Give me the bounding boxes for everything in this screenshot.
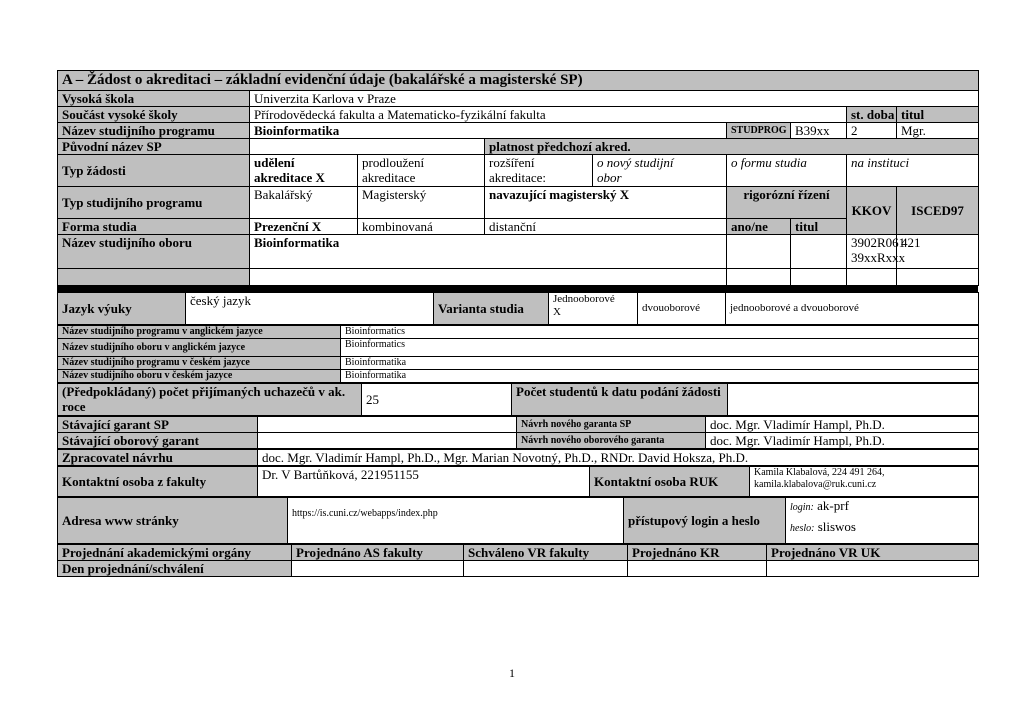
web-table	[57, 497, 979, 544]
label-nazev-programu: Název studijního programu	[58, 123, 250, 139]
option-novy-obor: o nový studijní obor	[593, 155, 727, 187]
value-den-kr	[628, 561, 767, 577]
option-udeleni: udělení akreditace X	[250, 155, 358, 187]
value-nazev-programu: Bioinformatika	[250, 123, 727, 139]
label-soucast: Součást vysoké školy	[58, 107, 250, 123]
blank-cell	[847, 269, 897, 286]
label-prog-cz: Název studijního programu v českém jazyce	[58, 357, 341, 370]
value-soucast: Přírodovědecká fakulta a Matematicko-fyzikální fakulta	[250, 107, 847, 123]
label-projednano-kr: Projednáno KR	[628, 545, 767, 561]
label-schvaleno-vr: Schváleno VR fakulty	[464, 545, 628, 561]
value-pocet-prijimanych: 25	[362, 384, 512, 416]
label-rigorozni-titul: titul	[791, 219, 847, 235]
form-title: A – Žádost o akreditaci – základní evidenční údaje (bakalářské a magisterské SP)	[58, 71, 979, 91]
label-varianta-studia: Varianta studia	[434, 293, 549, 325]
value-login-heslo	[786, 498, 979, 544]
label-obor-en: Název studijního oboru v anglickém jazyce	[58, 339, 341, 357]
option-bakalarsky: Bakalářský	[250, 187, 358, 219]
page-number: 1	[509, 666, 515, 680]
label-forma-studia: Forma studia	[58, 219, 250, 235]
counts-table	[57, 383, 979, 416]
value-stavajici-oborovy	[258, 433, 517, 449]
value-stavajici-garant-sp	[258, 417, 517, 433]
value-zpracovatel: doc. Mgr. Vladimír Hampl, Ph.D., Mgr. Marian Novotný, Ph.D., RNDr. David Hoksza, Ph.D.	[258, 450, 979, 466]
guarantor-table	[57, 416, 979, 449]
option-jedno-a-dvou: jednooborové a dvouoborové	[726, 293, 979, 325]
label-pocet-studentu: Počet studentů k datu podání žádosti	[512, 384, 728, 416]
heslo-label: heslo:	[790, 523, 815, 534]
option-magistersky: Magisterský	[358, 187, 485, 219]
author-table	[57, 449, 979, 466]
value-kkov: 3902R061 39xxRxxx	[847, 235, 897, 269]
label-den-projednani: Den projednání/schválení	[58, 561, 292, 577]
label-kkov: KKOV	[847, 187, 897, 235]
blank-cell	[727, 269, 791, 286]
value-vysoka-skola: Univerzita Karlova v Praze	[250, 91, 979, 107]
option-distancni: distanční	[485, 219, 727, 235]
blank-label	[58, 269, 250, 286]
value-jazyk-vyuky: český jazyk	[186, 293, 434, 325]
label-nazev-oboru: Název studijního oboru	[58, 235, 250, 269]
option-formu-studia: o formu studia	[727, 155, 847, 187]
label-prog-en: Název studijního programu v anglickém jazyce	[58, 326, 341, 339]
value-kontakt-ruk: Kamila Klabalová, 224 491 264, kamila.klabalova@ruk.cuni.cz	[750, 467, 979, 497]
label-platnost: platnost předchozí akred.	[485, 139, 979, 155]
label-titul: titul	[897, 107, 979, 123]
option-rozsireni: rozšíření akreditace:	[485, 155, 593, 187]
accreditation-form	[57, 70, 978, 577]
value-den-as	[292, 561, 464, 577]
login-value: ak-prf	[817, 498, 849, 513]
label-kontakt-ruk: Kontaktní osoba RUK	[590, 467, 750, 497]
label-projednano-vr-uk: Projednáno VR UK	[767, 545, 979, 561]
label-puvodni-nazev: Původní název SP	[58, 139, 250, 155]
label-navrh-garanta-sp: Návrh nového garanta SP	[517, 417, 706, 433]
label-typ-zadosti: Typ žádosti	[58, 155, 250, 187]
label-projednano-as: Projednáno AS fakulty	[292, 545, 464, 561]
label-isced: ISCED97	[897, 187, 979, 235]
option-na-instituci: na instituci	[847, 155, 979, 187]
approval-table	[57, 544, 979, 577]
label-rigorozni: rigorózní řízení	[727, 187, 847, 219]
option-navazujici: navazující magisterský X	[485, 187, 727, 219]
value-rigorozni-titul	[791, 235, 847, 269]
label-obor-cz: Název studijního oboru v českém jazyce	[58, 370, 341, 383]
value-studprog: B39xx	[791, 123, 847, 139]
value-rigorozni-ano-ne	[727, 235, 791, 269]
value-st-doba: 2	[847, 123, 897, 139]
value-obor-cz: Bioinformatika	[341, 370, 979, 383]
value-www-link[interactable]: https://is.cuni.cz/webapps/index.php	[288, 498, 624, 544]
label-vysoka-skola: Vysoká škola	[58, 91, 250, 107]
value-pocet-studentu	[728, 384, 979, 416]
label-ano-ne: ano/ne	[727, 219, 791, 235]
value-prog-en: Bioinformatics	[341, 326, 979, 339]
label-zpracovatel: Zpracovatel návrhu	[58, 450, 258, 466]
label-st-doba: st. doba	[847, 107, 897, 123]
value-den-vr-uk	[767, 561, 979, 577]
value-prog-cz: Bioinformatika	[341, 357, 979, 370]
label-jazyk-vyuky: Jazyk výuky	[58, 293, 186, 325]
label-projednani: Projednání akademickými orgány	[58, 545, 292, 561]
option-jednooborove: Jednooborové X	[549, 293, 638, 325]
value-navrh-garanta-sp: doc. Mgr. Vladimír Hampl, Ph.D.	[706, 417, 979, 433]
basic-info-table	[57, 70, 979, 286]
label-stavajici-garant-sp: Stávající garant SP	[58, 417, 258, 433]
value-navrh-oboroveho: doc. Mgr. Vladimír Hampl, Ph.D.	[706, 433, 979, 449]
label-navrh-oboroveho: Návrh nového oborového garanta	[517, 433, 706, 449]
label-studprog: STUDPROG	[727, 123, 791, 139]
contact-table	[57, 466, 979, 497]
blank-value	[250, 269, 727, 286]
blank-cell	[791, 269, 847, 286]
option-dvouoborove: dvouoborové	[638, 293, 726, 325]
label-stavajici-oborovy: Stávající oborový garant	[58, 433, 258, 449]
value-puvodni-nazev	[250, 139, 485, 155]
option-prezencni: Prezenční X	[250, 219, 358, 235]
label-kontakt-fakulta: Kontaktní osoba z fakulty	[58, 467, 258, 497]
language-table	[57, 292, 979, 325]
names-table	[57, 325, 979, 383]
login-label: login:	[790, 502, 814, 513]
label-adresa-www: Adresa www stránky	[58, 498, 288, 544]
option-prodlouzeni: prodloužení akreditace	[358, 155, 485, 187]
value-den-vr	[464, 561, 628, 577]
heslo-value: sliswos	[817, 519, 856, 534]
value-titul: Mgr.	[897, 123, 979, 139]
option-kombinovana: kombinovaná	[358, 219, 485, 235]
value-isced: 421	[897, 235, 979, 269]
label-pocet-prijimanych: (Předpokládaný) počet přijímaných uchazečů v ak. roce	[58, 384, 362, 416]
value-nazev-oboru: Bioinformatika	[250, 235, 727, 269]
label-pristupovy-login: přístupový login a heslo	[624, 498, 786, 544]
label-typ-programu: Typ studijního programu	[58, 187, 250, 219]
value-obor-en: Bioinformatics	[341, 339, 979, 357]
blank-cell	[897, 269, 979, 286]
value-kontakt-fakulta: Dr. V Bartůňková, 221951155	[258, 467, 590, 497]
